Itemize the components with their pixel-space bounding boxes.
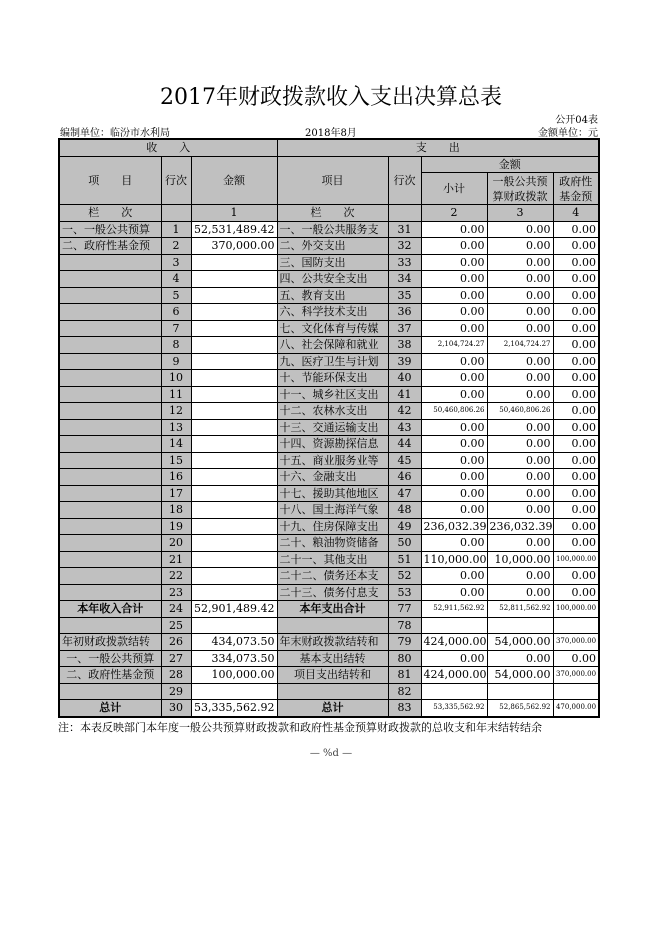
income-row-no-cell: 11 bbox=[161, 386, 191, 403]
income-item-cell bbox=[59, 254, 161, 271]
income-row-no-cell: 16 bbox=[161, 469, 191, 486]
expense-item-cell: 十五、商业服务业等 bbox=[277, 452, 388, 469]
expense-general-budget-cell: 0.00 bbox=[487, 485, 553, 502]
col-2: 2 bbox=[421, 205, 487, 222]
expense-item-cell: 二、外交支出 bbox=[277, 238, 388, 255]
expense-gov-fund-cell: 0.00 bbox=[553, 304, 599, 321]
expense-item-cell: 项目支出结转和 bbox=[277, 667, 388, 684]
expense-row-no-cell: 39 bbox=[388, 353, 421, 370]
expense-row-no-cell: 51 bbox=[388, 551, 421, 568]
table-row bbox=[59, 617, 599, 634]
expense-row-no-cell: 36 bbox=[388, 304, 421, 321]
expense-gov-fund-cell: 0.00 bbox=[553, 469, 599, 486]
expense-row-no-cell: 32 bbox=[388, 238, 421, 255]
expense-item-cell: 二十一、其他支出 bbox=[277, 551, 388, 568]
table-row bbox=[59, 584, 599, 601]
income-item-cell bbox=[59, 271, 161, 288]
income-row-no-cell: 21 bbox=[161, 551, 191, 568]
expense-gov-fund-cell: 0.00 bbox=[553, 584, 599, 601]
expense-row-no-cell: 79 bbox=[388, 634, 421, 651]
expense-subtotal-cell: 236,032.39 bbox=[421, 518, 487, 535]
income-row-no-cell: 23 bbox=[161, 584, 191, 601]
income-row-no-cell: 6 bbox=[161, 304, 191, 321]
expense-item-header: 项目 bbox=[277, 156, 388, 205]
expense-item-cell: 总计 bbox=[277, 700, 388, 717]
expense-general-budget-cell: 0.00 bbox=[487, 535, 553, 552]
expense-subtotal-cell: 0.00 bbox=[421, 287, 487, 304]
table-row bbox=[59, 634, 599, 651]
income-item-cell bbox=[59, 320, 161, 337]
expense-row-no-cell: 83 bbox=[388, 700, 421, 717]
income-item-cell bbox=[59, 337, 161, 354]
expense-gov-fund-cell: 100,000.00 bbox=[553, 551, 599, 568]
expense-subtotal-cell: 2,104,724.27 bbox=[421, 337, 487, 354]
income-item-cell bbox=[59, 518, 161, 535]
expense-row-no-cell: 77 bbox=[388, 601, 421, 618]
expense-item-cell: 十九、住房保障支出 bbox=[277, 518, 388, 535]
expense-item-cell: 十八、国土海洋气象 bbox=[277, 502, 388, 519]
income-item-cell bbox=[59, 287, 161, 304]
income-amount-cell: 334,073.50 bbox=[191, 650, 277, 667]
income-amount-cell bbox=[191, 337, 277, 354]
income-item-cell bbox=[59, 485, 161, 502]
expense-row-no-cell: 31 bbox=[388, 221, 421, 238]
subtotal-header: 小计 bbox=[421, 173, 487, 205]
income-row-no-cell: 14 bbox=[161, 436, 191, 453]
expense-amount-header: 金额 bbox=[421, 156, 599, 173]
expense-item-cell: 十、节能环保支出 bbox=[277, 370, 388, 387]
expense-gov-fund-cell: 0.00 bbox=[553, 320, 599, 337]
income-amount-cell bbox=[191, 452, 277, 469]
income-amount-cell: 52,901,489.42 bbox=[191, 601, 277, 618]
expense-item-cell bbox=[277, 683, 388, 700]
table-row bbox=[59, 700, 599, 717]
income-item-cell bbox=[59, 304, 161, 321]
expense-gov-fund-cell: 0.00 bbox=[553, 518, 599, 535]
expense-item-cell: 七、文化体育与传媒 bbox=[277, 320, 388, 337]
expense-gov-fund-cell: 370,000.00 bbox=[553, 667, 599, 684]
budget-table bbox=[58, 138, 600, 718]
expense-gov-fund-cell: 370,000.00 bbox=[553, 634, 599, 651]
expense-general-budget-cell: 0.00 bbox=[487, 568, 553, 585]
expense-item-cell bbox=[277, 617, 388, 634]
expense-general-budget-cell bbox=[487, 683, 553, 700]
income-amount-header: 金额 bbox=[191, 156, 277, 205]
expense-general-budget-cell: 0.00 bbox=[487, 584, 553, 601]
expense-general-budget-cell: 0.00 bbox=[487, 221, 553, 238]
table-row bbox=[59, 485, 599, 502]
expense-gov-fund-cell: 100,000.00 bbox=[553, 601, 599, 618]
income-row-no-cell: 5 bbox=[161, 287, 191, 304]
expense-general-budget-cell: 0.00 bbox=[487, 370, 553, 387]
expense-general-budget-cell bbox=[487, 617, 553, 634]
income-item-cell: 二、政府性基金预 bbox=[59, 238, 161, 255]
expense-row-no-cell: 40 bbox=[388, 370, 421, 387]
expense-general-budget-cell: 0.00 bbox=[487, 287, 553, 304]
expense-subtotal-cell: 0.00 bbox=[421, 304, 487, 321]
expense-row-no-cell: 53 bbox=[388, 584, 421, 601]
income-row-no-cell: 30 bbox=[161, 700, 191, 717]
income-header: 收 入 bbox=[59, 139, 277, 156]
expense-general-budget-cell: 0.00 bbox=[487, 304, 553, 321]
table-row bbox=[59, 353, 599, 370]
expense-row-no-cell: 33 bbox=[388, 254, 421, 271]
page-footer: — %d — bbox=[309, 748, 353, 759]
income-amount-cell bbox=[191, 485, 277, 502]
table-row bbox=[59, 667, 599, 684]
income-row-no-cell: 25 bbox=[161, 617, 191, 634]
income-row-no-cell: 15 bbox=[161, 452, 191, 469]
expense-subtotal-cell: 0.00 bbox=[421, 485, 487, 502]
expense-row-no-cell: 34 bbox=[388, 271, 421, 288]
income-item-cell bbox=[59, 469, 161, 486]
col-label: 栏 次 bbox=[59, 205, 161, 222]
table-row bbox=[59, 403, 599, 420]
empty-cell bbox=[388, 205, 421, 222]
expense-gov-fund-cell: 0.00 bbox=[553, 337, 599, 354]
expense-subtotal-cell bbox=[421, 617, 487, 634]
income-item-cell bbox=[59, 617, 161, 634]
expense-item-cell: 本年支出合计 bbox=[277, 601, 388, 618]
expense-subtotal-cell: 110,000.00 bbox=[421, 551, 487, 568]
income-amount-cell bbox=[191, 436, 277, 453]
expense-subtotal-cell: 0.00 bbox=[421, 320, 487, 337]
expense-subtotal-cell: 50,460,806.26 bbox=[421, 403, 487, 420]
income-row-no-cell: 13 bbox=[161, 419, 191, 436]
income-amount-cell: 370,000.00 bbox=[191, 238, 277, 255]
table-row bbox=[59, 287, 599, 304]
income-item-header: 项 目 bbox=[59, 156, 161, 205]
table-row bbox=[59, 386, 599, 403]
expense-subtotal-cell: 0.00 bbox=[421, 535, 487, 552]
expense-header: 支 出 bbox=[277, 139, 599, 156]
expense-general-budget-cell: 0.00 bbox=[487, 436, 553, 453]
expense-item-cell: 二十三、债务付息支 bbox=[277, 584, 388, 601]
income-item-cell bbox=[59, 683, 161, 700]
income-row-no-cell: 2 bbox=[161, 238, 191, 255]
expense-row-no-cell: 52 bbox=[388, 568, 421, 585]
expense-item-cell: 基本支出结转 bbox=[277, 650, 388, 667]
expense-subtotal-cell: 0.00 bbox=[421, 386, 487, 403]
income-row-no-cell: 19 bbox=[161, 518, 191, 535]
report-date: 2018年8月 bbox=[305, 128, 357, 139]
income-row-no-header: 行次 bbox=[161, 156, 191, 205]
expense-row-no-cell: 80 bbox=[388, 650, 421, 667]
income-amount-cell bbox=[191, 551, 277, 568]
income-row-no-cell: 12 bbox=[161, 403, 191, 420]
income-item-cell bbox=[59, 386, 161, 403]
income-amount-cell: 434,073.50 bbox=[191, 634, 277, 651]
expense-row-no-cell: 46 bbox=[388, 469, 421, 486]
expense-gov-fund-cell: 0.00 bbox=[553, 271, 599, 288]
expense-row-no-cell: 35 bbox=[388, 287, 421, 304]
expense-item-cell: 年末财政拨款结转和 bbox=[277, 634, 388, 651]
expense-general-budget-cell: 0.00 bbox=[487, 469, 553, 486]
expense-gov-fund-cell: 0.00 bbox=[553, 287, 599, 304]
expense-subtotal-cell: 0.00 bbox=[421, 238, 487, 255]
expense-item-cell: 二十二、债务还本支 bbox=[277, 568, 388, 585]
gov-fund-header: 政府性基金预 bbox=[553, 173, 599, 205]
income-amount-cell bbox=[191, 287, 277, 304]
table-note: 注：本表反映部门本年度一般公共预算财政拨款和政府性基金预算财政拨款的总收支和年末结转结余 bbox=[58, 721, 542, 734]
expense-gov-fund-cell: 0.00 bbox=[553, 650, 599, 667]
empty-cell bbox=[161, 205, 191, 222]
table-row bbox=[59, 452, 599, 469]
income-item-cell bbox=[59, 535, 161, 552]
income-amount-cell bbox=[191, 502, 277, 519]
expense-row-no-cell: 48 bbox=[388, 502, 421, 519]
expense-subtotal-cell: 53,335,562.92 bbox=[421, 700, 487, 717]
income-amount-cell bbox=[191, 469, 277, 486]
table-row bbox=[59, 436, 599, 453]
expense-general-budget-cell: 0.00 bbox=[487, 502, 553, 519]
table-row bbox=[59, 535, 599, 552]
expense-gov-fund-cell: 470,000.00 bbox=[553, 700, 599, 717]
income-row-no-cell: 26 bbox=[161, 634, 191, 651]
expense-subtotal-cell: 0.00 bbox=[421, 353, 487, 370]
form-code: 公开04表 bbox=[555, 115, 598, 126]
expense-row-no-cell: 38 bbox=[388, 337, 421, 354]
table-row bbox=[59, 469, 599, 486]
income-item-cell: 一、一般公共预算 bbox=[59, 650, 161, 667]
expense-subtotal-cell: 0.00 bbox=[421, 502, 487, 519]
income-row-no-cell: 29 bbox=[161, 683, 191, 700]
income-item-cell bbox=[59, 502, 161, 519]
income-amount-cell bbox=[191, 518, 277, 535]
expense-item-cell: 五、教育支出 bbox=[277, 287, 388, 304]
expense-general-budget-cell: 0.00 bbox=[487, 254, 553, 271]
expense-general-budget-cell: 0.00 bbox=[487, 452, 553, 469]
expense-row-no-cell: 42 bbox=[388, 403, 421, 420]
page-title: 2017年财政拨款收入支出决算总表 bbox=[160, 85, 502, 110]
expense-item-cell: 四、公共安全支出 bbox=[277, 271, 388, 288]
income-row-no-cell: 10 bbox=[161, 370, 191, 387]
income-row-no-cell: 24 bbox=[161, 601, 191, 618]
expense-item-cell: 十一、城乡社区支出 bbox=[277, 386, 388, 403]
table-row bbox=[59, 502, 599, 519]
income-item-cell bbox=[59, 584, 161, 601]
income-row-no-cell: 7 bbox=[161, 320, 191, 337]
table-row bbox=[59, 518, 599, 535]
income-item-cell bbox=[59, 551, 161, 568]
expense-subtotal-cell: 0.00 bbox=[421, 452, 487, 469]
expense-item-cell: 十四、资源勘探信息 bbox=[277, 436, 388, 453]
table-row bbox=[59, 568, 599, 585]
expense-item-cell: 十三、交通运输支出 bbox=[277, 419, 388, 436]
expense-row-no-cell: 78 bbox=[388, 617, 421, 634]
expense-subtotal-cell: 424,000.00 bbox=[421, 634, 487, 651]
income-row-no-cell: 20 bbox=[161, 535, 191, 552]
expense-gov-fund-cell bbox=[553, 683, 599, 700]
expense-gov-fund-cell: 0.00 bbox=[553, 353, 599, 370]
expense-subtotal-cell: 52,911,562.92 bbox=[421, 601, 487, 618]
expense-gov-fund-cell: 0.00 bbox=[553, 254, 599, 271]
expense-subtotal-cell: 0.00 bbox=[421, 436, 487, 453]
expense-row-no-cell: 41 bbox=[388, 386, 421, 403]
expense-row-no-cell: 82 bbox=[388, 683, 421, 700]
income-amount-cell bbox=[191, 617, 277, 634]
income-amount-cell bbox=[191, 584, 277, 601]
expense-general-budget-cell: 52,865,562.92 bbox=[487, 700, 553, 717]
income-row-no-cell: 8 bbox=[161, 337, 191, 354]
expense-row-no-cell: 37 bbox=[388, 320, 421, 337]
table-row bbox=[59, 320, 599, 337]
income-item-cell bbox=[59, 452, 161, 469]
income-item-cell: 二、政府性基金预 bbox=[59, 667, 161, 684]
expense-gov-fund-cell: 0.00 bbox=[553, 403, 599, 420]
expense-subtotal-cell: 424,000.00 bbox=[421, 667, 487, 684]
expense-general-budget-cell: 0.00 bbox=[487, 271, 553, 288]
income-item-cell bbox=[59, 436, 161, 453]
expense-general-budget-cell: 52,811,562.92 bbox=[487, 601, 553, 618]
expense-gov-fund-cell: 0.00 bbox=[553, 436, 599, 453]
expense-gov-fund-cell bbox=[553, 617, 599, 634]
income-row-no-cell: 28 bbox=[161, 667, 191, 684]
income-item-cell: 本年收入合计 bbox=[59, 601, 161, 618]
table-row bbox=[59, 254, 599, 271]
expense-gov-fund-cell: 0.00 bbox=[553, 502, 599, 519]
col-label-expense: 栏 次 bbox=[277, 205, 388, 222]
expense-subtotal-cell: 0.00 bbox=[421, 568, 487, 585]
income-amount-cell bbox=[191, 304, 277, 321]
expense-item-cell: 十二、农林水支出 bbox=[277, 403, 388, 420]
expense-general-budget-cell: 50,460,806.26 bbox=[487, 403, 553, 420]
expense-gov-fund-cell: 0.00 bbox=[553, 452, 599, 469]
income-row-no-cell: 9 bbox=[161, 353, 191, 370]
income-row-no-cell: 1 bbox=[161, 221, 191, 238]
compiling-unit: 编制单位：临汾市水利局 bbox=[60, 128, 170, 139]
expense-row-no-cell: 81 bbox=[388, 667, 421, 684]
expense-gov-fund-cell: 0.00 bbox=[553, 568, 599, 585]
expense-row-no-cell: 43 bbox=[388, 419, 421, 436]
table-row bbox=[59, 337, 599, 354]
expense-item-cell: 十七、援助其他地区 bbox=[277, 485, 388, 502]
income-amount-cell bbox=[191, 320, 277, 337]
expense-gov-fund-cell: 0.00 bbox=[553, 370, 599, 387]
expense-general-budget-cell: 10,000.00 bbox=[487, 551, 553, 568]
expense-item-cell: 九、医疗卫生与计划 bbox=[277, 353, 388, 370]
income-item-cell bbox=[59, 353, 161, 370]
income-item-cell: 一、一般公共预算 bbox=[59, 221, 161, 238]
income-amount-cell bbox=[191, 386, 277, 403]
table-row bbox=[59, 650, 599, 667]
expense-gov-fund-cell: 0.00 bbox=[553, 485, 599, 502]
expense-item-cell: 二十、粮油物资储备 bbox=[277, 535, 388, 552]
income-amount-cell bbox=[191, 568, 277, 585]
expense-item-cell: 八、社会保障和就业 bbox=[277, 337, 388, 354]
expense-general-budget-cell: 54,000.00 bbox=[487, 634, 553, 651]
expense-general-budget-cell: 0.00 bbox=[487, 650, 553, 667]
table-row bbox=[59, 601, 599, 618]
expense-subtotal-cell: 0.00 bbox=[421, 469, 487, 486]
expense-general-budget-cell: 0.00 bbox=[487, 419, 553, 436]
expense-subtotal-cell: 0.00 bbox=[421, 254, 487, 271]
income-amount-cell: 52,531,489.42 bbox=[191, 221, 277, 238]
expense-row-no-cell: 47 bbox=[388, 485, 421, 502]
expense-subtotal-cell: 0.00 bbox=[421, 650, 487, 667]
income-amount-cell bbox=[191, 535, 277, 552]
expense-general-budget-cell: 0.00 bbox=[487, 320, 553, 337]
income-amount-cell: 53,335,562.92 bbox=[191, 700, 277, 717]
expense-gov-fund-cell: 0.00 bbox=[553, 419, 599, 436]
table-row bbox=[59, 419, 599, 436]
expense-subtotal-cell: 0.00 bbox=[421, 419, 487, 436]
table-row bbox=[59, 551, 599, 568]
table-row bbox=[59, 238, 599, 255]
expense-item-cell: 三、国防支出 bbox=[277, 254, 388, 271]
expense-gov-fund-cell: 0.00 bbox=[553, 386, 599, 403]
table-row bbox=[59, 304, 599, 321]
expense-subtotal-cell: 0.00 bbox=[421, 271, 487, 288]
expense-general-budget-cell: 54,000.00 bbox=[487, 667, 553, 684]
expense-general-budget-cell: 0.00 bbox=[487, 386, 553, 403]
income-row-no-cell: 4 bbox=[161, 271, 191, 288]
expense-row-no-cell: 50 bbox=[388, 535, 421, 552]
col-1: 1 bbox=[191, 205, 277, 222]
income-amount-cell bbox=[191, 254, 277, 271]
income-item-cell: 总计 bbox=[59, 700, 161, 717]
income-amount-cell bbox=[191, 370, 277, 387]
expense-row-no-header: 行次 bbox=[388, 156, 421, 205]
expense-row-no-cell: 45 bbox=[388, 452, 421, 469]
income-amount-cell bbox=[191, 403, 277, 420]
col-4: 4 bbox=[553, 205, 599, 222]
expense-general-budget-cell: 0.00 bbox=[487, 238, 553, 255]
table-row bbox=[59, 683, 599, 700]
table-row bbox=[59, 271, 599, 288]
income-amount-cell bbox=[191, 353, 277, 370]
expense-general-budget-cell: 236,032.39 bbox=[487, 518, 553, 535]
income-item-cell bbox=[59, 568, 161, 585]
income-amount-cell bbox=[191, 419, 277, 436]
expense-gov-fund-cell: 0.00 bbox=[553, 238, 599, 255]
income-item-cell: 年初财政拨款结转 bbox=[59, 634, 161, 651]
income-row-no-cell: 27 bbox=[161, 650, 191, 667]
expense-subtotal-cell: 0.00 bbox=[421, 221, 487, 238]
income-amount-cell bbox=[191, 271, 277, 288]
income-amount-cell: 100,000.00 bbox=[191, 667, 277, 684]
income-amount-cell bbox=[191, 683, 277, 700]
income-row-no-cell: 3 bbox=[161, 254, 191, 271]
expense-gov-fund-cell: 0.00 bbox=[553, 221, 599, 238]
expense-item-cell: 六、科学技术支出 bbox=[277, 304, 388, 321]
expense-gov-fund-cell: 0.00 bbox=[553, 535, 599, 552]
income-row-no-cell: 17 bbox=[161, 485, 191, 502]
expense-subtotal-cell: 0.00 bbox=[421, 584, 487, 601]
expense-row-no-cell: 49 bbox=[388, 518, 421, 535]
expense-general-budget-cell: 2,104,724.27 bbox=[487, 337, 553, 354]
currency-unit: 金额单位：元 bbox=[538, 128, 598, 139]
expense-subtotal-cell: 0.00 bbox=[421, 370, 487, 387]
table-row bbox=[59, 370, 599, 387]
income-row-no-cell: 22 bbox=[161, 568, 191, 585]
general-budget-header: 一般公共预算财政拨款 bbox=[487, 173, 553, 205]
expense-general-budget-cell: 0.00 bbox=[487, 353, 553, 370]
table-row bbox=[59, 221, 599, 238]
expense-row-no-cell: 44 bbox=[388, 436, 421, 453]
expense-item-cell: 一、一般公共服务支 bbox=[277, 221, 388, 238]
expense-item-cell: 十六、金融支出 bbox=[277, 469, 388, 486]
income-item-cell bbox=[59, 419, 161, 436]
expense-subtotal-cell bbox=[421, 683, 487, 700]
income-row-no-cell: 18 bbox=[161, 502, 191, 519]
col-3: 3 bbox=[487, 205, 553, 222]
income-item-cell bbox=[59, 403, 161, 420]
income-item-cell bbox=[59, 370, 161, 387]
